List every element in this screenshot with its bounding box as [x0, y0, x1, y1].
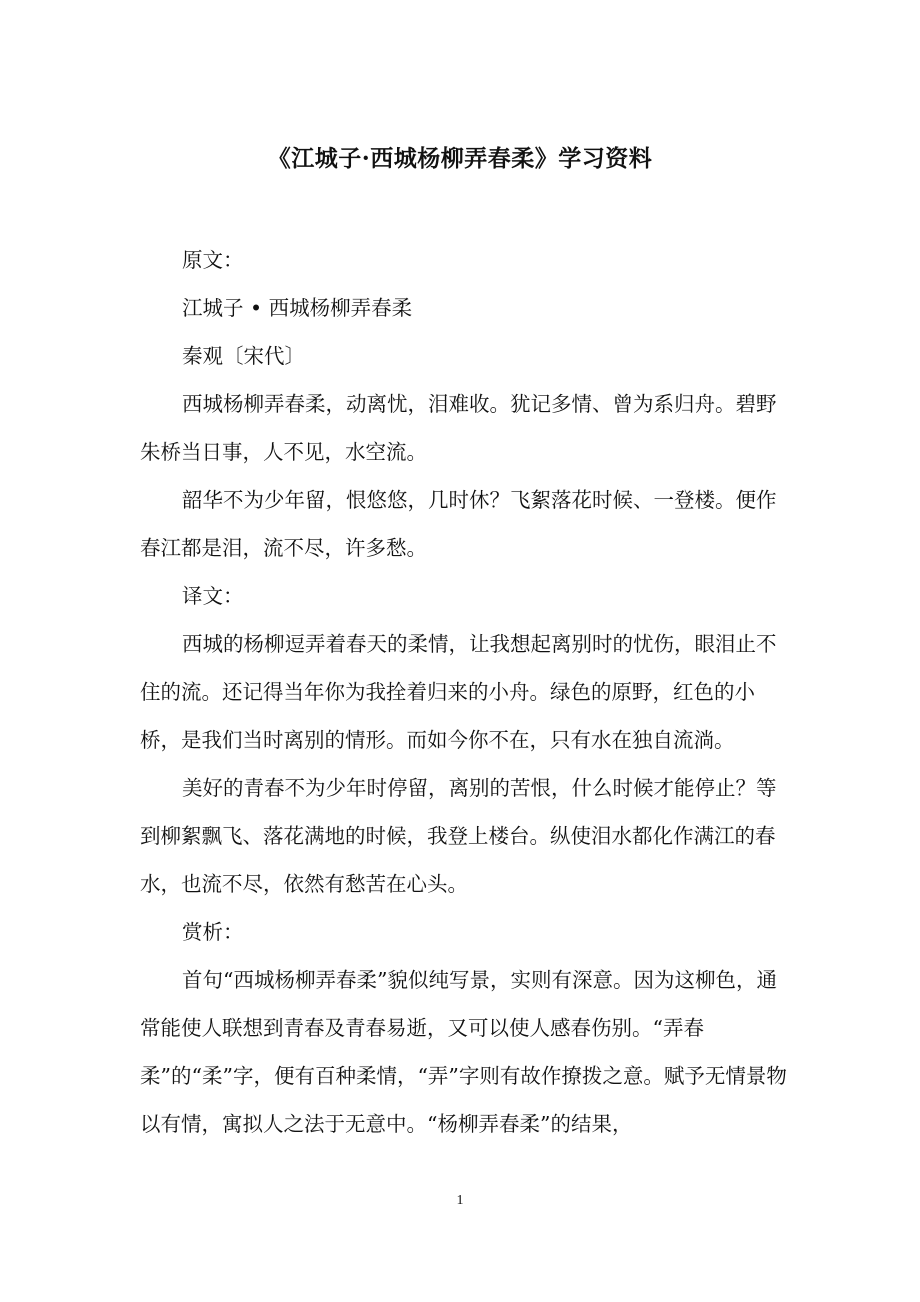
document-body: [140, 236, 790, 1148]
document-title: 《江城子·西城杨柳弄春柔》学习资料: [267, 145, 653, 172]
poem-author: 秦观〔宋代〕: [182, 344, 305, 368]
heading-appreciation: 赏析：: [182, 920, 244, 944]
page-number: 1: [456, 1193, 464, 1208]
poem-stanza-2: 韶华不为少年留，恨悠悠，几时休？飞絮落花时候、一登楼。便作春江都是泪，流不尽，许多愁。: [140, 488, 777, 560]
heading-original-text: 原文：: [182, 248, 244, 272]
translation-paragraph-2: 美好的青春不为少年时停留，离别的苦恨，什么时候才能停止？等到柳絮飘飞、落花满地的时候，我登上楼台。纵使泪水都化作满江的春水，也流不尽，依然有愁苦在心头。: [140, 776, 777, 896]
heading-translation: 译文：: [182, 584, 244, 608]
poem-title: 江城子 • 西城杨柳弄春柔: [182, 296, 413, 320]
poem-stanza-1: 西城杨柳弄春柔，动离忧，泪难收。犹记多情、曾为系归舟。碧野朱桥当日事，人不见，水空流。: [140, 392, 777, 464]
translation-paragraph-1: 西城的杨柳逗弄着春天的柔情，让我想起离别时的忧伤，眼泪止不住的流。还记得当年你为我拴着归来的小舟。绿色的原野，红色的小桥，是我们当时离别的情形。而如今你不在，只有水在独自流淌。: [140, 632, 777, 752]
appreciation-paragraph-1: 首句“西城杨柳弄春柔”貌似纯写景，实则有深意。因为这柳色，通常能使人联想到青春及青春易逝，又可以使人感春伤别。“弄春柔”的“柔”字，便有百种柔情，“弄”字则有故作撩拨之意。赋予无情景物以有情，寓拟人之法于无意中。“杨柳弄春柔”的结果，: [140, 968, 787, 1136]
